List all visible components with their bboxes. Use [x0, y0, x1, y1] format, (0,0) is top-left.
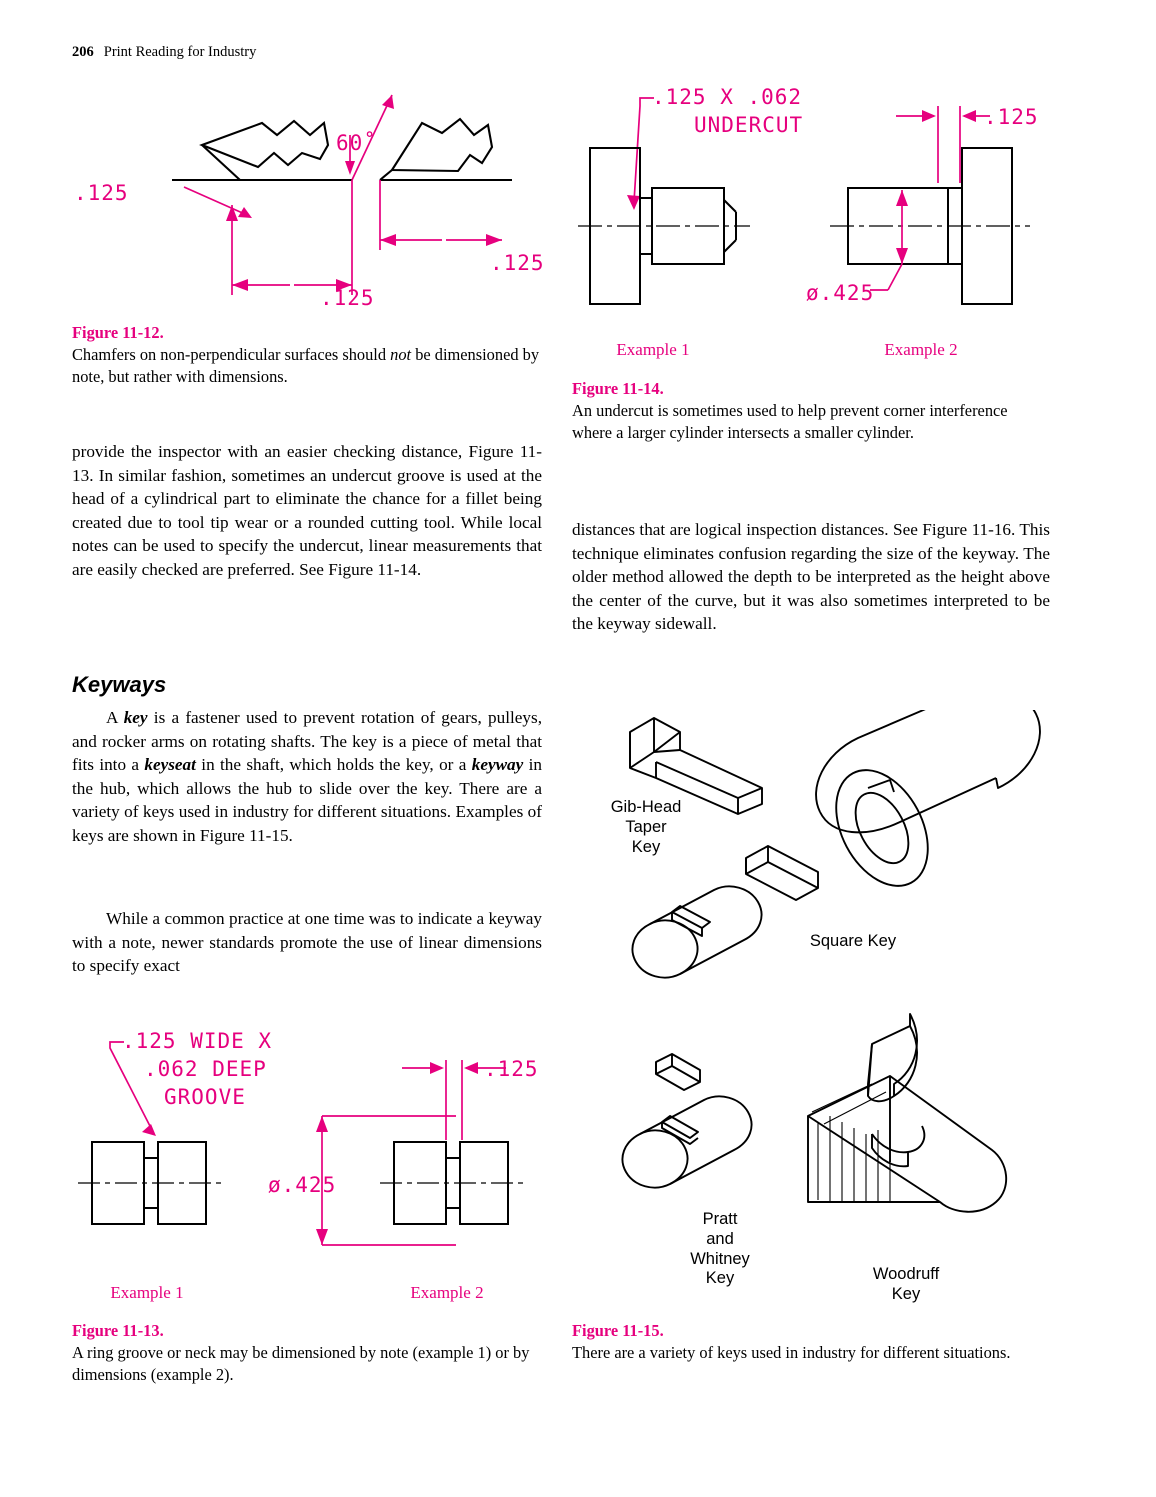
dim-11-14-diameter: ø.425	[806, 281, 875, 305]
kw-keyway: keyway	[471, 755, 524, 775]
running-head	[72, 44, 256, 61]
page-number: 206	[72, 44, 94, 60]
caption-figure-11-14	[572, 378, 1050, 443]
label-square-key: Square Key	[809, 932, 897, 950]
note-11-14-line2: UNDERCUT	[694, 113, 804, 137]
example-1-label-fig-11-14: Example 1	[616, 340, 690, 359]
keyways-paragraph-1	[72, 706, 542, 847]
figure-11-13-drawing	[72, 1020, 552, 1275]
caption-figure-11-15	[572, 1320, 1050, 1364]
dim-angle-60: 60˚	[336, 131, 377, 155]
example-2-label-fig-11-14: Example 2	[884, 340, 958, 359]
example-1-label-fig-11-13: Example 1	[110, 1283, 184, 1302]
note-11-13-line1: .125 WIDE X	[122, 1029, 273, 1053]
kw-key: key	[123, 708, 148, 727]
caption-11-12-italic: not	[390, 344, 412, 364]
note-11-13-line2: .062 DEEP	[144, 1057, 267, 1081]
pratt-l1: Pratt	[702, 1210, 738, 1228]
dim-125-left: .125	[74, 181, 129, 205]
dim-11-13-diameter: ø.425	[268, 1173, 337, 1197]
caption-11-14-text: An undercut is sometimes used to help prevent corner interference where a larger cylinder intersects a smaller cylinder.	[572, 400, 1008, 442]
gib-head-l3: Key	[631, 837, 661, 856]
example-2-label-fig-11-13: Example 2	[410, 1283, 484, 1302]
kw-c: in the shaft, which holds the key, or a	[195, 755, 472, 775]
pratt-l4: Key	[705, 1269, 735, 1288]
caption-11-12-part1: Chamfers on non-perpendicular surfaces should	[72, 344, 391, 364]
dim-11-14-width: .125	[984, 105, 1039, 129]
caption-11-15-text: There are a variety of keys used in industry for different situations.	[572, 1342, 1011, 1362]
label-woodruff-key	[848, 1265, 964, 1305]
kw-a: A	[106, 708, 124, 727]
book-title: Print Reading for Industry	[103, 44, 257, 60]
kw-d: in the hub, which allows the hub to slide over the key. There are a variety of keys used in industry for different situations. Examples of keys are shown in Figure 11-15.	[72, 755, 542, 845]
woodruff-l1: Woodruff	[872, 1265, 940, 1283]
figure-11-12-drawing	[62, 75, 552, 325]
figure-11-14-drawing	[570, 78, 1050, 333]
note-11-13-line3: GROOVE	[164, 1085, 246, 1109]
caption-11-12-part2: be dimensioned by note, but rather with dimensions.	[72, 344, 540, 386]
woodruff-l2: Key	[891, 1284, 921, 1303]
gib-head-l1: Gib-Head	[610, 798, 682, 816]
pratt-l3: Whitney	[690, 1249, 750, 1268]
caption-figure-11-13	[72, 1320, 542, 1385]
kw-b: is a fastener used to prevent rotation of gears, pulleys, and rocker arms on rotating shafts. The key is a piece of metal that fits into a	[72, 708, 542, 775]
label-gib-head-taper-key	[588, 798, 704, 857]
caption-figure-11-12	[72, 322, 542, 387]
figure-11-13-label: Figure 11-13.	[72, 1321, 164, 1340]
keyways-paragraph-2: While a common practice at one time was to indicate a keyway with a note, newer standards promote the use of linear dimensions to specify exact	[72, 909, 542, 976]
figure-11-15-label: Figure 11-15.	[572, 1321, 664, 1340]
kw-keyseat: keyseat	[144, 755, 196, 775]
figure-11-12-label: Figure 11-12.	[72, 323, 164, 342]
caption-11-13-text: A ring groove or neck may be dimensioned by note (example 1) or by dimensions (example 2).	[72, 1342, 530, 1384]
dim-125-right: .125	[490, 251, 545, 275]
gib-head-l2: Taper	[625, 817, 667, 836]
pratt-l2: and	[706, 1229, 734, 1248]
left-paragraph-1: provide the inspector with an easier checking distance, Figure 11-13. In similar fashion, sometimes an undercut groove is used at the head of a cylindrical part to eliminate the chance for a fillet being created due to tool tip wear or a rounded cutting tool. While local notes can be used to specify the undercut, linear measurements that are easily checked are preferred. See Figure 11-14.	[72, 442, 542, 579]
dim-125-bottom: .125	[320, 286, 375, 310]
label-pratt-and-whitney-key	[665, 1210, 775, 1289]
note-11-14-line1: .125 X .062	[652, 85, 803, 109]
right-paragraph-1: distances that are logical inspection distances. See Figure 11-16. This technique eliminates confusion regarding the size of the keyway. The older method allowed the depth to be interpreted as the height above the center of the curve, but it was also sometimes interpreted to be the keyway sidewall.	[572, 520, 1050, 634]
dim-11-13-width: .125	[484, 1057, 539, 1081]
figure-11-14-label: Figure 11-14.	[572, 379, 664, 398]
section-heading-keyways: Keyways	[72, 672, 167, 697]
